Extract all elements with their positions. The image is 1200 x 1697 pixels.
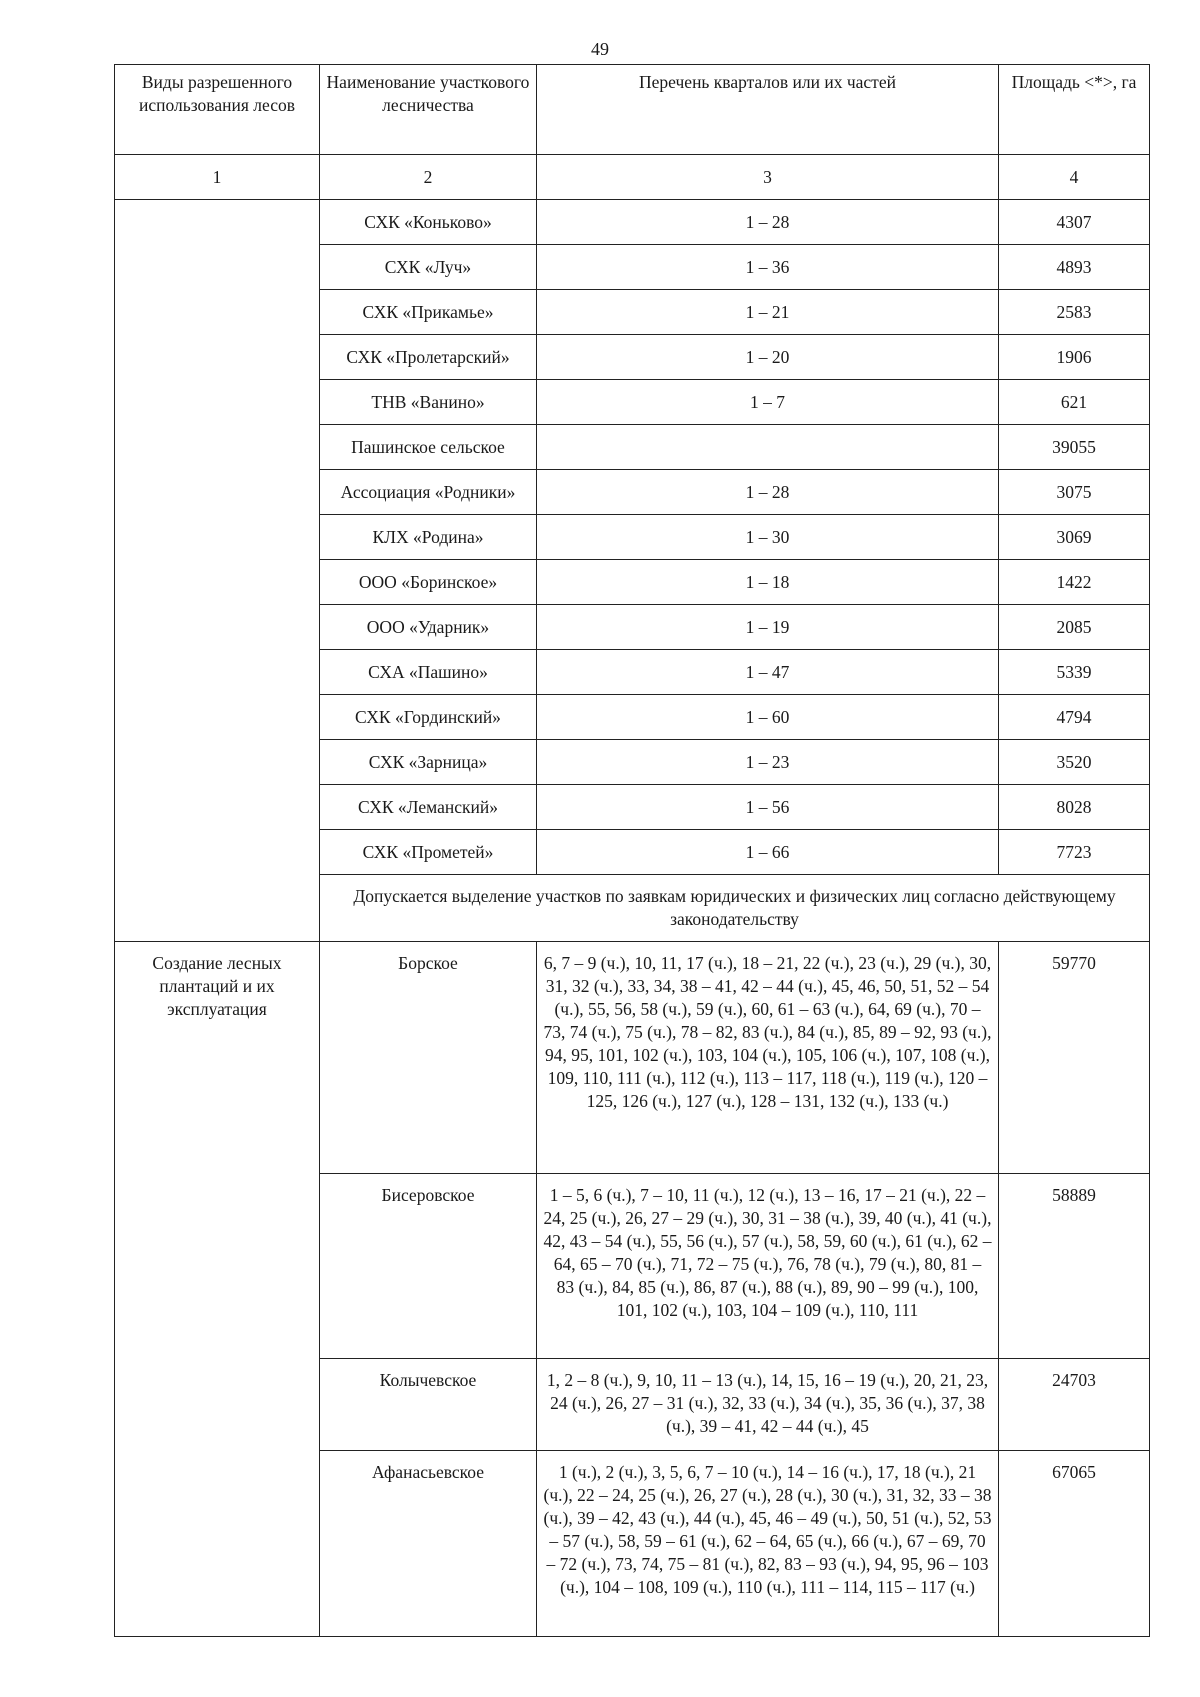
- area: 24703: [999, 1359, 1150, 1451]
- quarters: 1 – 28: [537, 200, 999, 245]
- area: 39055: [999, 425, 1150, 470]
- column-number: 1: [115, 155, 320, 200]
- column-number: 3: [537, 155, 999, 200]
- column-number: 4: [999, 155, 1150, 200]
- forestry-name: СХК «Прометей»: [320, 830, 537, 875]
- quarters: 1 (ч.), 2 (ч.), 3, 5, 6, 7 – 10 (ч.), 14 – 16 (ч.), 17, 18 (ч.), 21 (ч.), 22 – 24, 25 (ч.), 26, 27 (ч.), 28 (ч.), 30 (ч.), 31, 32, 33 – 38 (ч.), 39 – 42, 43 (ч.), 44 (ч.), 45, 46 – 49 (ч.), 50, 51 (ч.), 52, 53 – 57 (ч.), 58, 59 – 61 (ч.), 62 – 64, 65 (ч.), 66 (ч.), 67 – 69, 70 – 72 (ч.), 73, 74, 75 – 81 (ч.), 82, 83 – 93 (ч.), 94, 95, 96 – 103 (ч.), 104 – 108, 109 (ч.), 110 (ч.), 111 – 114, 115 – 117 (ч.): [537, 1451, 999, 1637]
- quarters: 1 – 5, 6 (ч.), 7 – 10, 11 (ч.), 12 (ч.), 13 – 16, 17 – 21 (ч.), 22 – 24, 25 (ч.), 26, 27 – 29 (ч.), 30, 31 – 38 (ч.), 39, 40 (ч.), 41 (ч.), 42, 43 – 54 (ч.), 55, 56 (ч.), 57 (ч.), 58, 59, 60 (ч.), 61 (ч.), 62 – 64, 65 – 70 (ч.), 71, 72 – 75 (ч.), 76, 78 (ч.), 79 (ч.), 80, 81 – 83 (ч.), 84, 85 (ч.), 86, 87 (ч.), 88 (ч.), 89, 90 – 99 (ч.), 100, 101, 102 (ч.), 103, 104 – 109 (ч.), 110, 111: [537, 1174, 999, 1359]
- quarters: 1 – 66: [537, 830, 999, 875]
- area: 4307: [999, 200, 1150, 245]
- quarters: 1 – 60: [537, 695, 999, 740]
- area: 8028: [999, 785, 1150, 830]
- quarters: 1 – 19: [537, 605, 999, 650]
- column-number: 2: [320, 155, 537, 200]
- header-quarters: Перечень кварталов или их частей: [537, 65, 999, 155]
- forestry-name: СХК «Прикамье»: [320, 290, 537, 335]
- header-area: Площадь <*>, га: [999, 65, 1150, 155]
- area: 2583: [999, 290, 1150, 335]
- area: 58889: [999, 1174, 1150, 1359]
- forestry-name: СХК «Гординский»: [320, 695, 537, 740]
- area: 3075: [999, 470, 1150, 515]
- area: 621: [999, 380, 1150, 425]
- header-forestry-name: Наименование участкового лесничества: [320, 65, 537, 155]
- area: 1906: [999, 335, 1150, 380]
- column-number-row: [115, 155, 1150, 200]
- forestry-name: СХА «Пашино»: [320, 650, 537, 695]
- forestry-name: СХК «Луч»: [320, 245, 537, 290]
- area: 3069: [999, 515, 1150, 560]
- forest-use-table: [114, 64, 1150, 1637]
- area: 59770: [999, 942, 1150, 1174]
- quarters: 1 – 18: [537, 560, 999, 605]
- forestry-name: Бисеровское: [320, 1174, 537, 1359]
- header-row: [115, 65, 1150, 155]
- quarters: 6, 7 – 9 (ч.), 10, 11, 17 (ч.), 18 – 21, 22 (ч.), 23 (ч.), 29 (ч.), 30, 31, 32 (ч.), 33, 34, 38 – 41, 42 – 44 (ч.), 45, 46, 50, 51, 52 – 54 (ч.), 55, 56, 58 (ч.), 59 (ч.), 60, 61 – 63 (ч.), 64, 69 (ч.), 70 – 73, 74 (ч.), 75 (ч.), 78 – 82, 83 (ч.), 84 (ч.), 85, 89 – 92, 93 (ч.), 94, 95, 101, 102 (ч.), 103, 104 (ч.), 105, 106 (ч.), 107, 108 (ч.), 109, 110, 111 (ч.), 112 (ч.), 113 – 117, 118 (ч.), 119 (ч.), 120 – 125, 126 (ч.), 127 (ч.), 128 – 131, 132 (ч.), 133 (ч.): [537, 942, 999, 1174]
- forestry-name: ООО «Ударник»: [320, 605, 537, 650]
- forestry-name: Пашинское сельское: [320, 425, 537, 470]
- use-type: Создание лесных плантаций и их эксплуатация: [115, 942, 320, 1637]
- area: 3520: [999, 740, 1150, 785]
- forestry-name: СХК «Коньково»: [320, 200, 537, 245]
- quarters: 1 – 36: [537, 245, 999, 290]
- page-number: 49: [591, 39, 609, 59]
- forestry-name: СХК «Леманский»: [320, 785, 537, 830]
- forestry-name: ООО «Боринское»: [320, 560, 537, 605]
- quarters: 1 – 47: [537, 650, 999, 695]
- header-use-type: Виды разрешенного использования лесов: [115, 65, 320, 155]
- forestry-name: Борское: [320, 942, 537, 1174]
- quarters: 1, 2 – 8 (ч.), 9, 10, 11 – 13 (ч.), 14, 15, 16 – 19 (ч.), 20, 21, 23, 24 (ч.), 26, 27 – 31 (ч.), 32, 33 (ч.), 34 (ч.), 35, 36 (ч.), 37, 38 (ч.), 39 – 41, 42 – 44 (ч.), 45: [537, 1359, 999, 1451]
- area: 4794: [999, 695, 1150, 740]
- quarters: 1 – 56: [537, 785, 999, 830]
- forestry-name: Афанасьевское: [320, 1451, 537, 1637]
- forestry-name: КЛХ «Родина»: [320, 515, 537, 560]
- note-text: Допускается выделение участков по заявкам юридических и физических лиц согласно действующему законодательству: [320, 875, 1150, 942]
- forestry-name: СХК «Зарница»: [320, 740, 537, 785]
- area: 4893: [999, 245, 1150, 290]
- area: 5339: [999, 650, 1150, 695]
- forestry-name: Колычевское: [320, 1359, 537, 1451]
- quarters: 1 – 23: [537, 740, 999, 785]
- forestry-name: ТНВ «Ванино»: [320, 380, 537, 425]
- quarters: [537, 425, 999, 470]
- use-type-cell-empty: [115, 200, 320, 942]
- quarters: 1 – 30: [537, 515, 999, 560]
- forestry-name: Ассоциация «Родники»: [320, 470, 537, 515]
- area: 1422: [999, 560, 1150, 605]
- table-row: [115, 942, 1150, 1174]
- quarters: 1 – 20: [537, 335, 999, 380]
- quarters: 1 – 7: [537, 380, 999, 425]
- quarters: 1 – 28: [537, 470, 999, 515]
- area: 67065: [999, 1451, 1150, 1637]
- forestry-name: СХК «Пролетарский»: [320, 335, 537, 380]
- table-row: [115, 200, 1150, 245]
- quarters: 1 – 21: [537, 290, 999, 335]
- area: 2085: [999, 605, 1150, 650]
- area: 7723: [999, 830, 1150, 875]
